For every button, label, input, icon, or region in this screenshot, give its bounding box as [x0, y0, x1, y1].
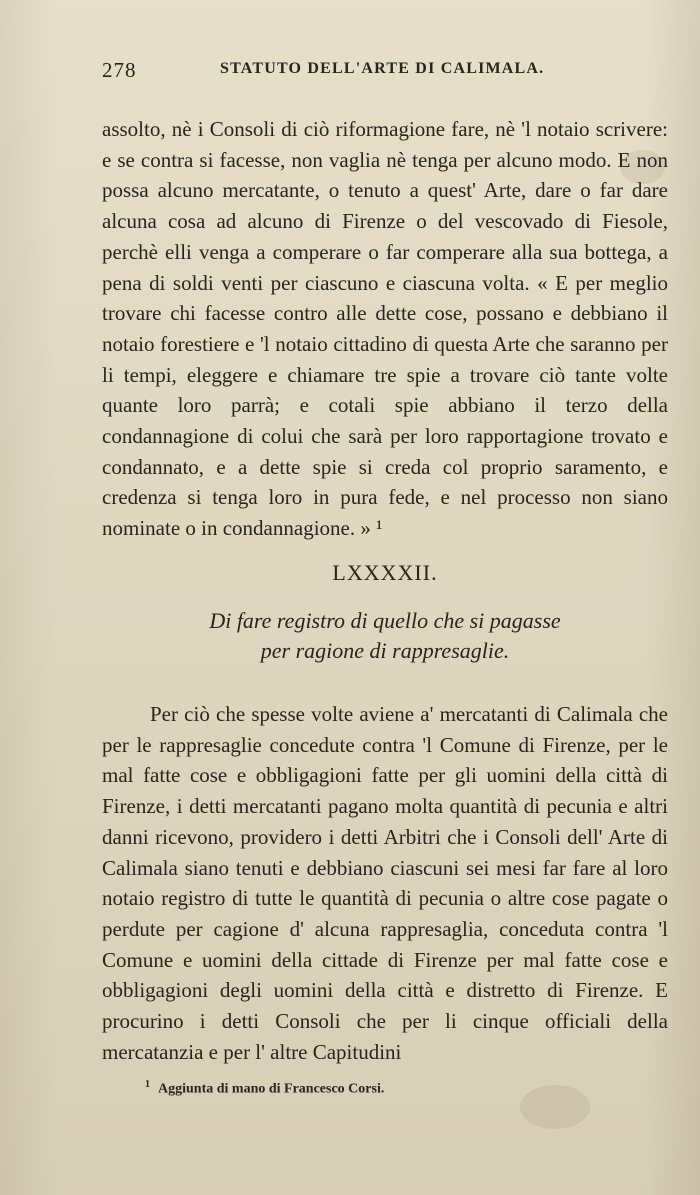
- section-title-line-1: Di fare registro di quello che si pagasse: [209, 608, 561, 633]
- section-title: [102, 606, 668, 666]
- section-paragraph: Per ciò che spesse volte aviene a' mercatanti di Calimala che per le rappresaglie concedute contra 'l Comune di Firenze, per le mal fatte cose e obbligagioni fatte per gli uomini della città di Firenze, i detti mercatanti pagano molta quantità di pecunia e altri danni ricevono, providero i detti Arbitri che i Consoli dell' Arte di Calimala siano tenuti e debbiano ciascuni sei mesi far fare al loro notaio registro di tutte le quantità di pecunia o altre cose pagate o perdute per cagione d' alcuna rappresaglia, conceduta contra 'l Comune e uomini della cittade di Firenze per mal fatte cose e obbligagioni degli uomini della città e distretto di Firenze. E procurino i detti Consoli che per li cinque officiali della mercatanzia e per l' altre Capitudini: [102, 702, 668, 1064]
- footnote-text: Aggiunta di mano di Francesco Corsi.: [158, 1081, 385, 1097]
- section-number: LXXXXII.: [332, 560, 438, 585]
- paragraph-continuation: assolto, nè i Consoli di ciò riformagione fare, nè 'l notaio scrivere: e se contra si facesse, non vaglia nè tenga per alcuno modo. E non possa alcuno mercatante, o tenuto a quest' Arte, dare o far dare alcuna cosa ad alcuno di Firenze o del vescovado di Fiesole, perchè elli venga a comperare o far comperare alla sua bottega, a pena di soldi venti per ciascuno e ciascuna volta. « E per meglio trovare chi facesse contro alle dette cose, possano e debbiano il notaio forestiere e 'l notaio cittadino di questa Arte che saranno per li tempi, eleggere e chiamare tre spie a trovare ciò tante volte quante loro parrà; e cotali spie abbiano il terzo della condannagione di colui che sarà per loro rapportagione trovato e condannato, e a dette spie si creda col proprio saramento, e credenza si tenga loro in pura fede, e nel processo non siano nominate o in condannagione. » ¹: [102, 117, 668, 541]
- running-head-title: STATUTO DELL'ARTE DI CALIMALA.: [220, 60, 545, 77]
- running-head: [102, 58, 668, 84]
- footnote: [145, 1079, 625, 1098]
- page-number: 278: [102, 58, 137, 82]
- footnote-marker: 1: [145, 1079, 150, 1090]
- section-title-line-2: per ragione di rappresaglie.: [260, 638, 510, 663]
